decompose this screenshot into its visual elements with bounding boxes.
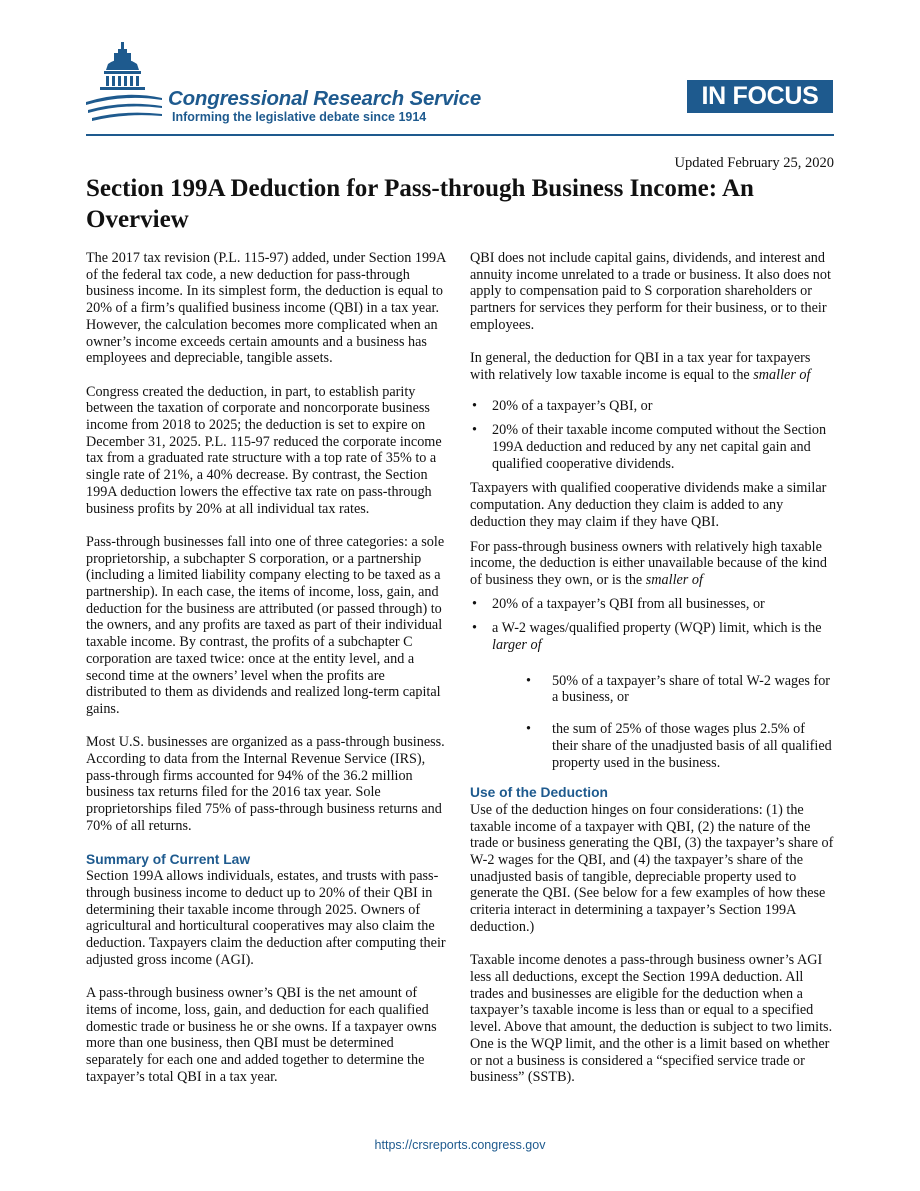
paragraph: Section 199A allows individuals, estates, and trusts with pass-through business income to deduct up to 20% of their QBI in determining their taxable income through 2025. Owners of agricultural and horticultural cooperatives may also claim the deduction. Taxpayers claim the deduction after computing their adjusted gross income (AGI). xyxy=(86,868,446,968)
page-title: Section 199A Deduction for Pass-through Business Income: An Overview xyxy=(86,175,754,233)
list-item xyxy=(470,596,834,613)
list-item xyxy=(470,422,834,472)
right-column xyxy=(470,250,834,1086)
list-item-text: 20% of a taxpayer’s QBI from all businesses, or xyxy=(492,595,765,612)
paragraph xyxy=(470,539,834,589)
paragraph: Pass-through businesses fall into one of three categories: a sole proprietorship, a subchapter S corporation, or a partnership (including a limited liability company electing to be taxed as a partnership). In each case, the items of income, loss, gain, and deduction for the business are attributed (or passed through) to the owners, and any profits are taxed as part of their individual taxable income. By contrast, the profits of a subchapter C corporation are taxed twice: once at the entity level, and a second time at the owners’ level when the profits are distributed to them as dividends and realized long-term capital gains. xyxy=(86,533,445,717)
paragraph: Taxpayers with qualified cooperative dividends make a similar computation. Any deduction they claim is added to any deduction they may claim if they have QBI. xyxy=(470,480,827,530)
bullet-icon: • xyxy=(472,595,477,612)
paragraph: Taxable income denotes a pass-through business owner’s AGI less all deductions, except the Section 199A deduction. All trades and businesses are eligible for the deduction when a taxpayer’s taxable income is less than or equal to a specified level. Above that amount, the deduction is subject to two limits. One is the WQP limit, and the other is a limit based on whether or not a business is considered a “specified service trade or business” (SSTB). xyxy=(470,952,833,1086)
bullet-icon: • xyxy=(472,620,477,637)
updated-date: Updated February 25, 2020 xyxy=(674,155,834,171)
paragraph: Use of the deduction hinges on four considerations: (1) the taxable income of a taxpayer with QBI, (2) the nature of the trade or business generating the QBI, (3) the taxpayer’s share of W-2 wages for the QBI, and (4) the taxpayer’s share of the unadjusted basis of tangible, depreciable property used to generate the QBI. (See below for a few examples of how these criteria interact in determining a taxpayer’s Section 199A deduction.) xyxy=(470,801,834,935)
list-item xyxy=(470,620,834,653)
paragraph: QBI does not include capital gains, dividends, and interest and annuity income unrelated to a trade or business. It also does not apply to compensation paid to S corporation shareholders or partners for services they perform for their business, or to their employees. xyxy=(470,250,831,333)
list-item xyxy=(470,398,834,415)
capitol-dome-icon xyxy=(84,40,164,130)
in-focus-badge: IN FOCUS xyxy=(687,80,833,113)
left-column xyxy=(86,250,448,1085)
list-item xyxy=(470,721,834,771)
emphasis: smaller of xyxy=(645,571,703,588)
section-heading: Summary of Current Law xyxy=(86,851,251,867)
list-item xyxy=(470,673,834,706)
paragraph-text: For pass-through business owners with relatively high taxable income, the deduction is either unavailable because of the kind of business they own, or is the xyxy=(470,538,827,588)
paragraph-text: In general, the deduction for QBI in a tax year for taxpayers with relatively low taxable income is equal to the xyxy=(470,350,811,383)
bullet-list xyxy=(470,398,834,473)
bullet-icon: • xyxy=(526,721,531,738)
list-item-text: a W-2 wages/qualified property (WQP) limit, which is the xyxy=(492,620,822,637)
list-item-text: 20% of their taxable income computed without the Section 199A deduction and reduced by any net capital gain and qualified cooperative dividends. xyxy=(492,422,827,472)
bullet-icon: • xyxy=(526,672,531,689)
list-item-text: the sum of 25% of those wages plus 2.5% of their share of the unadjusted basis of all qualified property used in the business. xyxy=(552,721,832,771)
bullet-icon: • xyxy=(472,422,477,439)
org-name: Congressional Research Service xyxy=(168,87,482,110)
bullet-list xyxy=(470,596,834,654)
bullet-icon: • xyxy=(472,397,477,414)
list-item-text: 20% of a taxpayer’s QBI, or xyxy=(492,397,653,414)
org-tagline: Informing the legislative debate since 1914 xyxy=(172,110,427,124)
emphasis: larger of xyxy=(492,637,542,654)
paragraph xyxy=(470,350,834,383)
section-heading: Use of the Deduction xyxy=(470,785,608,801)
paragraph: Congress created the deduction, in part, to establish parity between the taxation of corporate and noncorporate business income from 2018 to 2025; the deduction is set to expire on December 31, 2025. P.L. 115-97 reduced the corporate income tax from a graduated rate structure with a top rate of 35% to a single rate of 21%, a 40% decrease. By contrast, the Section 199A deduction lowers the effective tax rate on pass-through business profits by 20% at all individual tax rates. xyxy=(86,383,442,517)
paragraph: Most U.S. businesses are organized as a pass-through business. According to data from the Internal Revenue Service (IRS), pass-through firms accounted for 94% of the 36.2 million business tax returns filed for the 2016 tax year. Sole proprietorships filed 75% of pass-through business returns and 70% of all returns. xyxy=(86,734,445,834)
list-item-text: 50% of a taxpayer’s share of total W-2 wages for a business, or xyxy=(552,672,831,706)
paragraph: The 2017 tax revision (P.L. 115-97) added, under Section 199A of the federal tax code, a new deduction for pass-through business income. In its simplest form, the deduction is equal to 20% of a firm’s qualified business income (QBI) in a tax year. However, the calculation becomes more complicated when an owner’s income exceeds certain amounts and a business has employees and depreciable, tangible assets. xyxy=(86,250,446,367)
footer-url[interactable]: https://crsreports.congress.gov xyxy=(374,1138,546,1152)
sub-bullet-list xyxy=(470,673,834,772)
header-rule xyxy=(86,134,834,136)
emphasis: smaller of xyxy=(753,366,811,383)
paragraph: A pass-through business owner’s QBI is the net amount of items of income, loss, gain, and deduction for each qualified domestic trade or business he or she owns. If a taxpayer owns more than one business, then QBI must be determined separately for each one and added together to determine the taxpayer’s total QBI in a tax year. xyxy=(86,985,437,1085)
